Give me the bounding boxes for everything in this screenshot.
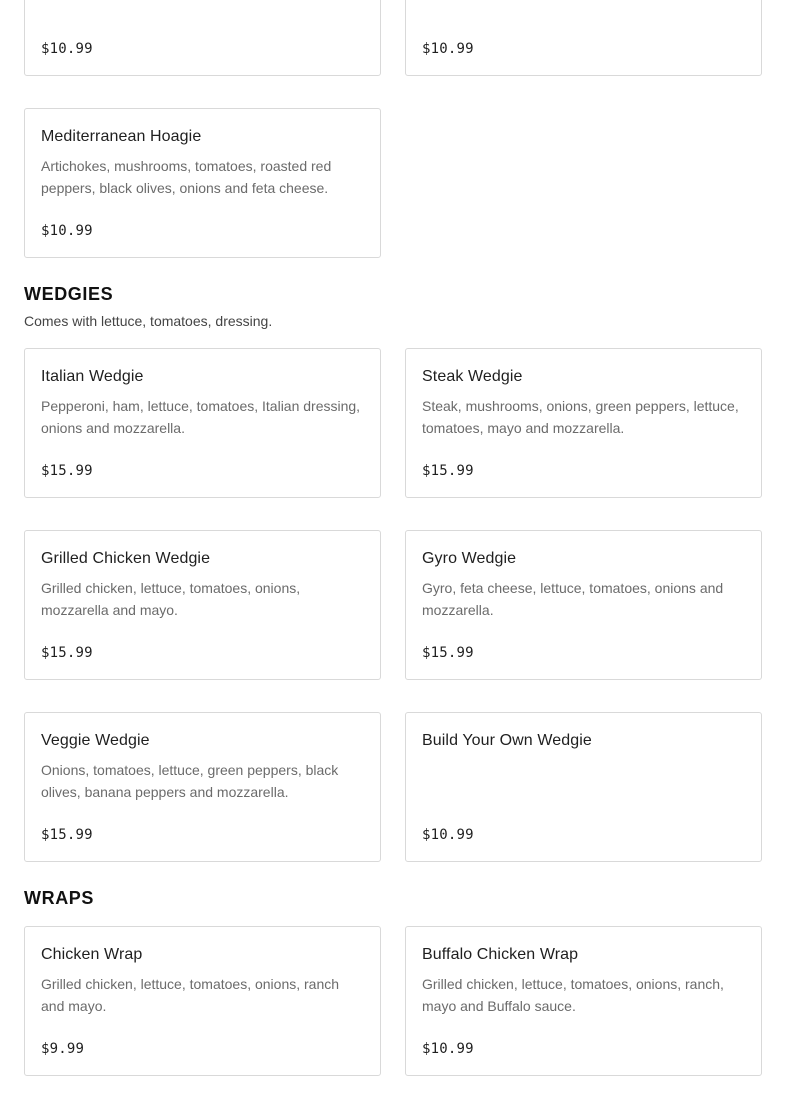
menu-item-card[interactable]	[405, 712, 762, 862]
menu-item-price: $9.99	[41, 1041, 85, 1057]
menu-item-price: $10.99	[422, 41, 474, 57]
menu-item-card[interactable]	[24, 108, 381, 258]
section-title-wraps: WRAPS	[24, 888, 94, 908]
menu-item-description: Grilled chicken, lettuce, tomatoes, onions, ranch and mayo.	[41, 976, 340, 1014]
menu-item-card[interactable]	[405, 348, 762, 498]
section-subtitle-wedgies: Comes with lettuce, tomatoes, dressing.	[24, 313, 273, 329]
menu-item-card[interactable]	[405, 530, 762, 680]
menu-item-description: Artichokes, mushrooms, tomatoes, roasted red peppers, black olives, onions and feta cheese.	[41, 158, 332, 196]
menu-item-card[interactable]	[24, 0, 381, 76]
menu-item-name: Gyro Wedgie	[422, 550, 517, 567]
menu-item-description: Grilled chicken, lettuce, tomatoes, onions, ranch, mayo and Buffalo sauce.	[422, 976, 724, 1014]
menu-item-price: $15.99	[41, 645, 93, 661]
menu-item-description: Gyro, feta cheese, lettuce, tomatoes, onions and mozzarella.	[422, 580, 724, 618]
menu-item-card[interactable]	[405, 926, 762, 1076]
menu-item-card[interactable]	[24, 348, 381, 498]
menu-item-description: Onions, tomatoes, lettuce, green peppers, black olives, banana peppers and mozzarella.	[41, 762, 339, 800]
menu-item-name: Mediterranean Hoagie	[41, 128, 202, 145]
menu-item-card[interactable]	[24, 712, 381, 862]
menu-item-price: $15.99	[422, 645, 474, 661]
menu-item-description: Steak, mushrooms, onions, green peppers, lettuce, tomatoes, mayo and mozzarella.	[422, 398, 739, 436]
menu-item-name: Italian Wedgie	[41, 368, 144, 385]
menu-item-price: $10.99	[422, 1041, 474, 1057]
menu-item-price: $15.99	[41, 827, 93, 843]
menu-item-name: Veggie Wedgie	[41, 732, 150, 749]
menu-item-description: Grilled chicken, lettuce, tomatoes, onions, mozzarella and mayo.	[41, 580, 301, 618]
menu-item-price: $15.99	[422, 463, 474, 479]
menu-item-name: Chicken Wrap	[41, 946, 143, 963]
menu-item-name: Grilled Chicken Wedgie	[41, 550, 211, 567]
menu-item-description: Pepperoni, ham, lettuce, tomatoes, Italian dressing, onions and mozzarella.	[41, 398, 361, 436]
menu-item-price: $10.99	[422, 827, 474, 843]
menu-item-card[interactable]	[24, 926, 381, 1076]
menu-item-name: Steak Wedgie	[422, 368, 523, 385]
menu-item-card[interactable]	[24, 530, 381, 680]
menu-item-price: $10.99	[41, 41, 93, 57]
section-title-wedgies: WEDGIES	[24, 284, 114, 304]
menu-item-price: $15.99	[41, 463, 93, 479]
menu-item-card[interactable]	[405, 0, 762, 76]
menu-item-price: $10.99	[41, 223, 93, 239]
menu-item-name: Build Your Own Wedgie	[422, 732, 592, 749]
menu-item-name: Buffalo Chicken Wrap	[422, 946, 579, 963]
